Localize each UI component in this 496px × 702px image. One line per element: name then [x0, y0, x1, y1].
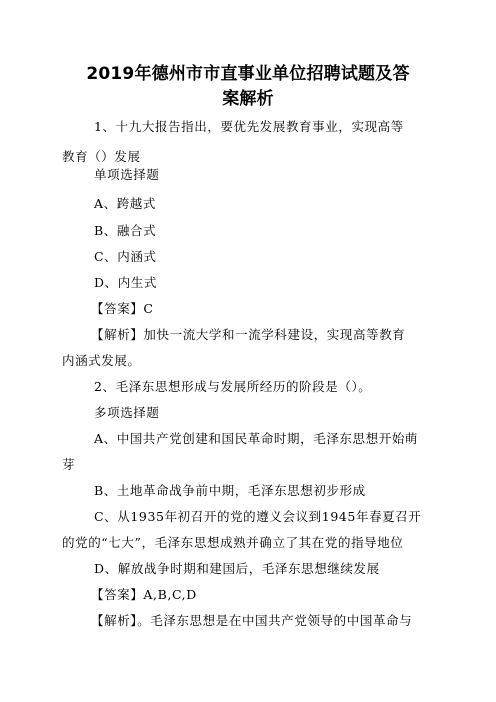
- question-2-option-c-continued: 的党的“七大”，毛泽东思想成熟并确立了其在党的指导地位: [62, 535, 404, 550]
- title-line-2: 案解析: [222, 89, 274, 109]
- question-2-stem: 2、毛泽东思想形成与发展所经历的阶段是（）。: [94, 379, 372, 394]
- question-1-option-d: D、内生式: [94, 275, 158, 290]
- question-1-option-a: A、跨越式: [94, 196, 157, 211]
- question-1-option-c: C、内涵式: [94, 249, 157, 264]
- question-2-option-b: B、土地革命战争前中期，毛泽东思想初步形成: [94, 483, 366, 498]
- question-1-answer: 【答案】C: [91, 301, 154, 316]
- question-1-type: 单项选择题: [94, 167, 160, 182]
- question-2-option-d: D、解放战争时期和建国后，毛泽东思想继续发展: [94, 561, 380, 576]
- question-1-explanation: 【解析】加快一流大学和一流学科建设，实现高等教育: [91, 327, 406, 342]
- question-1-stem: 1、十九大报告指出，要优先发展教育事业，实现高等: [94, 119, 404, 134]
- question-2-explanation: 【解析】。毛泽东思想是在中国共产党领导的中国革命与: [91, 613, 413, 628]
- question-2-option-a: A、中国共产党创建和国民革命时期，毛泽东思想开始萌: [94, 431, 419, 446]
- question-1-explanation-continued: 内涵式发展。: [62, 353, 141, 368]
- question-1-stem-continued: 教育（）发展: [62, 149, 141, 164]
- question-2-option-c: C、从1935年初召开的党的遵义会议到1945年春夏召开: [94, 509, 422, 524]
- document-title: [56, 62, 440, 112]
- question-2-answer: 【答案】A,B,C,D: [91, 587, 197, 602]
- title-line-1: 2019年德州市市直事业单位招聘试题及答: [86, 64, 410, 84]
- question-1-option-b: B、融合式: [94, 223, 157, 238]
- question-2-type: 多项选择题: [94, 405, 160, 420]
- question-2-option-a-continued: 芽: [62, 457, 76, 472]
